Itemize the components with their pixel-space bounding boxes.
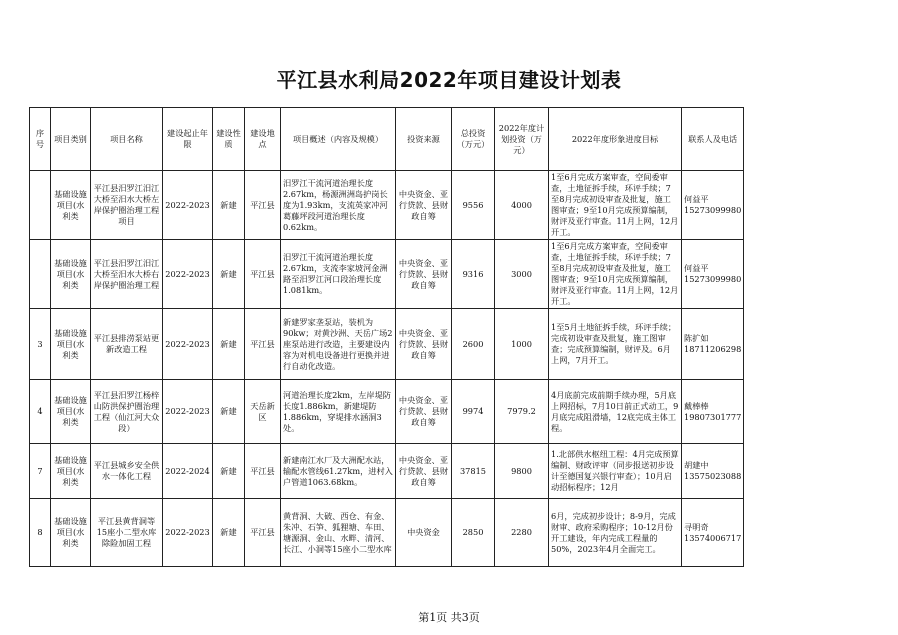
header-total: 总投资（万元） [452,108,495,171]
header-target: 2022年度形象进度目标 [549,108,682,171]
cell-target: 1至5月土地征拆手续，环评手续；完成初设审查及批复，施工图审查；完成预算编制，财评及。6月上网，7月开工。 [549,309,682,380]
cell-name: 平江县汨罗江汨江大桥至汨水大桥右岸保护圈治理工程 [91,240,163,309]
cell-name: 平江县黄背洞等15座小二型水库除险加固工程 [91,499,163,567]
cell-summary: 新建罗家垄泵站，装机为90kw；对黄沙洲、天岳广场2座泵站进行改造，主要建设内容为对机电设备进行更换并进行自动化改造。 [281,309,396,380]
cell-summary: 汨罗江干流河道治理长度2.67km，杨源洲洲岛护岗长度为1.93km，支流英家冲河葛藤坪段河道治理长度0.62km。 [281,171,396,240]
cell-source: 中央资金、亚行贷款、县财政自筹 [396,240,452,309]
cell-nature: 新建 [213,171,245,240]
cell-target: 1.北部供水枢纽工程：4月完成预算编制、财政评审（同步报送初步设计至德国复兴银行审查）；10月启动招标程序；12月 [549,444,682,499]
header-summary: 项目概述（内容及规模） [281,108,396,171]
cell-period: 2022-2024 [163,444,213,499]
cell-name: 平江县城乡安全供水一体化工程 [91,444,163,499]
cell-summary: 河道治理长度2km，左岸堤防长度1.886km，新建堤防1.886km，穿堤排水涵洞3处。 [281,380,396,444]
cell-summary: 新建南江水厂及大洲配水站，输配水管线61.27km，进村入户管道1063.68km。 [281,444,396,499]
cell-category: 基础设施项目(水利类 [51,309,91,380]
cell-name: 平江县汨罗江汨江大桥至汨水大桥左岸保护圈治理工程项目 [91,171,163,240]
cell-seq: 4 [30,380,51,444]
table-header-row [30,108,744,171]
table-row [30,499,744,567]
cell-source: 中央资金、亚行贷款、县财政自筹 [396,444,452,499]
table-row [30,240,744,309]
cell-total: 9974 [452,380,495,444]
cell-location: 天岳新区 [245,380,281,444]
cell-source: 中央资金、亚行贷款、县财政自筹 [396,171,452,240]
cell-plan: 1000 [495,309,549,380]
page-footer: 第1页 共3页 [418,611,480,624]
cell-source: 中央资金、亚行贷款、县财政自筹 [396,380,452,444]
cell-category: 基础设施项目(水利类 [51,240,91,309]
cell-seq: 7 [30,444,51,499]
cell-seq: 3 [30,309,51,380]
cell-total: 2600 [452,309,495,380]
table-row [30,380,744,444]
cell-category: 基础设施项目(水利类 [51,499,91,567]
cell-location: 平江县 [245,309,281,380]
cell-total: 9316 [452,240,495,309]
cell-seq [30,171,51,240]
table-row [30,309,744,380]
cell-name: 平江县汨罗江杨梓山防洪保护圈治理工程（仙江河大众段） [91,380,163,444]
cell-nature: 新建 [213,380,245,444]
cell-seq [30,240,51,309]
header-seq: 序号 [30,108,51,171]
cell-plan: 9800 [495,444,549,499]
cell-name: 平江县排涝泵站更新改造工程 [91,309,163,380]
cell-contact: 何益平 15273099980 [682,171,744,240]
cell-location: 平江县 [245,171,281,240]
cell-nature: 新建 [213,309,245,380]
cell-total: 2850 [452,499,495,567]
header-source: 投资来源 [396,108,452,171]
header-nature: 建设性质 [213,108,245,171]
cell-location: 平江县 [245,444,281,499]
cell-category: 基础设施项目(水利类 [51,444,91,499]
cell-seq: 8 [30,499,51,567]
cell-category: 基础设施项目(水利类 [51,380,91,444]
cell-target: 4月底前完成前期手续办理，5月底上网招标，7月10日前正式动工，9月底完成阻滑墙，12底完成主体工程。 [549,380,682,444]
cell-target: 1至6月完成方案审查，空间委审查，土地征拆手续，环评手续；7至8月完成初设审查及批复，施工图审查；9至10月完成预算编制，财评及亚行审查。11月上网，12月开工。 [549,240,682,309]
cell-target: 6月，完成初步设计；8-9月，完成财审、政府采购程序；10-12月份开工建设，年内完成工程量的50%，2023年4月全面完工。 [549,499,682,567]
table-row [30,171,744,240]
cell-total: 9556 [452,171,495,240]
cell-total: 37815 [452,444,495,499]
header-location: 建设地点 [245,108,281,171]
cell-contact: 寻明奇 13574006717 [682,499,744,567]
cell-summary: 黄背洞、大破、西仓、有金、朱冲、石笋、狐狸塘、车田、塘源洞、金山、水畔、清河、长江、小洞等15座小二型水库 [281,499,396,567]
cell-period: 2022-2023 [163,240,213,309]
cell-target: 1至6月完成方案审查，空间委审查，土地征拆手续，环评手续；7至8月完成初设审查及批复，施工图审查；9至10月完成预算编制，财评及亚行审查。11月上网，12月开工。 [549,171,682,240]
project-plan-table [29,107,744,567]
cell-period: 2022-2023 [163,380,213,444]
cell-location: 平江县 [245,240,281,309]
header-contact: 联系人及电话 [682,108,744,171]
cell-plan: 4000 [495,171,549,240]
table-row [30,444,744,499]
header-period: 建设起止年限 [163,108,213,171]
cell-plan: 3000 [495,240,549,309]
header-name: 项目名称 [91,108,163,171]
cell-nature: 新建 [213,444,245,499]
cell-period: 2022-2023 [163,171,213,240]
cell-period: 2022-2023 [163,499,213,567]
cell-location: 平江县 [245,499,281,567]
cell-source: 中央资金、亚行贷款、县财政自筹 [396,309,452,380]
cell-plan: 2280 [495,499,549,567]
cell-contact: 戴棒棒 19807301777 [682,380,744,444]
cell-nature: 新建 [213,499,245,567]
header-category: 项目类别 [51,108,91,171]
cell-contact: 何益平 15273099980 [682,240,744,309]
cell-contact: 胡建中 13575023088 [682,444,744,499]
cell-contact: 陈扩如 18711206298 [682,309,744,380]
cell-summary: 汨罗江干流河道治理长度2.67km，支流李家坡河金洲路至汨罗江河口段治理长度1.081km。 [281,240,396,309]
cell-nature: 新建 [213,240,245,309]
header-plan2022: 2022年度计划投资（万元） [495,108,549,171]
cell-plan: 7979.2 [495,380,549,444]
cell-category: 基础设施项目(水利类 [51,171,91,240]
cell-source: 中央资金 [396,499,452,567]
cell-period: 2022-2023 [163,309,213,380]
page-title: 平江县水利局2022年项目建设计划表 [276,68,622,92]
